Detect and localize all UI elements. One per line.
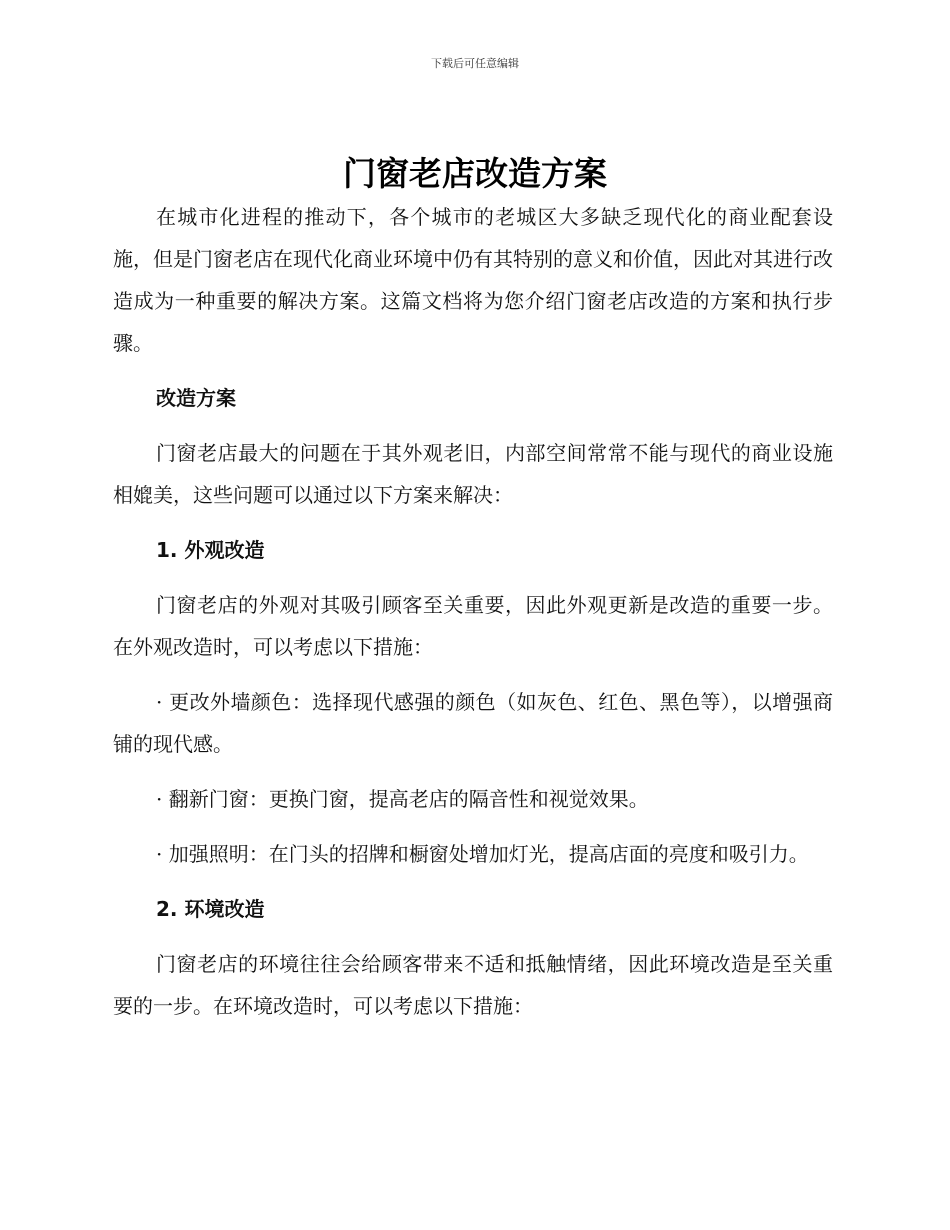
section-heading: 改造方案 xyxy=(156,386,236,410)
bullet-item-wall-color: · 更改外墙颜色：选择现代感强的颜色（如灰色、红色、黑色等），以增强商铺的现代感。 xyxy=(113,690,833,756)
section-intro-paragraph: 门窗老店最大的问题在于其外观老旧，内部空间常常不能与现代的商业设施相媲美，这些问题可以通过以下方案来解决： xyxy=(113,441,833,507)
bullet-item-doors-windows: · 翻新门窗：更换门窗，提高老店的隔音性和视觉效果。 xyxy=(156,787,649,811)
document-title: 门窗老店改造方案 xyxy=(343,154,607,193)
document-body xyxy=(113,196,833,1040)
intro-paragraph: 在城市化进程的推动下，各个城市的老城区大多缺乏现代化的商业配套设施，但是门窗老店在现代化商业环境中仍有其特别的意义和价值，因此对其进行改造成为一种重要的解决方案。这篇文档将为您介绍门窗老店改造的方案和执行步骤。 xyxy=(113,205,833,355)
subsection-heading-environment: 2. 环境改造 xyxy=(156,897,265,921)
subsection-heading-exterior: 1. 外观改造 xyxy=(156,538,265,562)
bullet-item-lighting: · 加强照明：在门头的招牌和橱窗处增加灯光，提高店面的亮度和吸引力。 xyxy=(156,842,809,866)
running-header: 下载后可任意编辑 xyxy=(431,57,519,70)
subsection-intro-environment: 门窗老店的环境往往会给顾客带来不适和抵触情绪，因此环境改造是至关重要的一步。在环境改造时，可以考虑以下措施： xyxy=(113,952,833,1018)
subsection-intro-exterior: 门窗老店的外观对其吸引顾客至关重要，因此外观更新是改造的重要一步。在外观改造时，可以考虑以下措施： xyxy=(113,593,833,659)
